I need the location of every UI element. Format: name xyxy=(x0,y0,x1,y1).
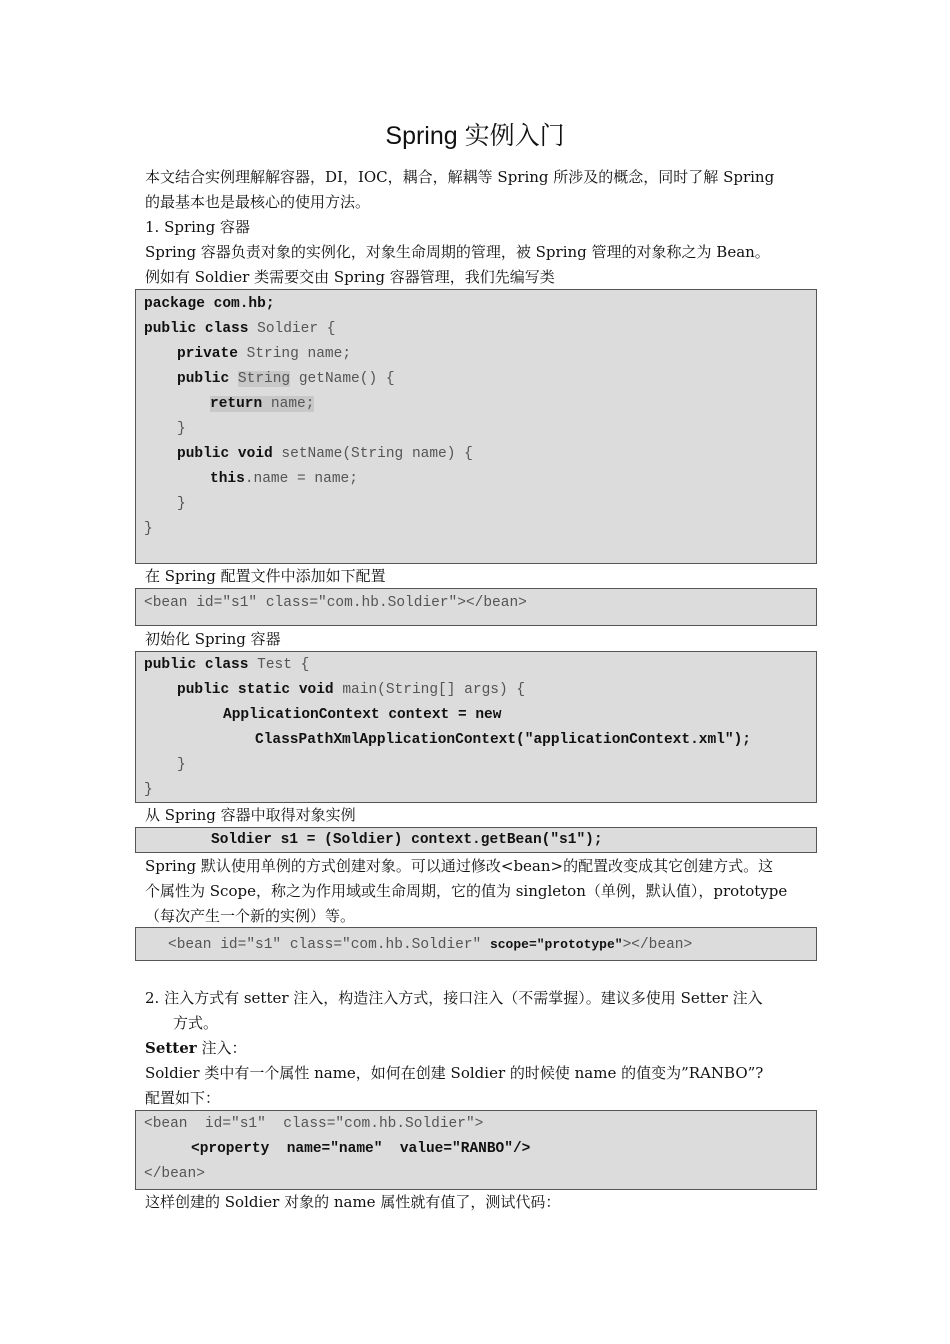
setter-rest: 注入： xyxy=(196,1039,247,1057)
keyword: return xyxy=(210,396,263,412)
code-line: </bean> xyxy=(144,1166,205,1182)
scope-paragraph xyxy=(145,854,813,929)
code-line xyxy=(144,292,816,317)
code-line: ClassPathXmlApplicationContext("applicationContext.xml"); xyxy=(255,732,751,748)
section-1-line-1: Spring 容器负责对象的实例化，对象生命周期的管理，被 Spring 管理的对象称之为 Bean。 xyxy=(145,243,770,261)
test-class-code-block xyxy=(135,651,817,803)
keyword: this xyxy=(210,471,245,487)
caption-init xyxy=(145,627,813,652)
code-line: <bean id="s1" class="com.hb.Soldier"></bean> xyxy=(144,595,527,611)
caption-config xyxy=(145,564,813,589)
code-text: ></bean> xyxy=(622,937,693,953)
code-line xyxy=(168,932,816,957)
keyword: public class xyxy=(144,657,249,673)
getbean-code-block xyxy=(135,827,817,853)
property-config-code-block xyxy=(135,1110,817,1190)
code-line: } xyxy=(144,521,153,537)
code-text: name; xyxy=(262,396,315,412)
config-label: 配置如下： xyxy=(145,1089,221,1107)
caption-get-text: 从 Spring 容器中取得对象实例 xyxy=(145,806,356,824)
code-text: main(String[] args) { xyxy=(333,682,526,698)
code-line xyxy=(144,442,816,467)
code-line xyxy=(144,653,816,678)
code-line: } xyxy=(144,782,153,798)
highlighted-type: String xyxy=(237,371,291,387)
section-2-line-2: 方式。 xyxy=(173,1014,219,1032)
code-line: ApplicationContext context = new xyxy=(223,707,502,723)
intro-line-1: 本文结合实例理解解容器，DI，IOC，耦合，解耦等 Spring 所涉及的概念，同时了解 Spring xyxy=(145,168,775,186)
code-text: .name = name; xyxy=(244,471,358,487)
scope-line-2: 个属性为 Scope，称之为作用域或生命周期，它的值为 singleton（单例，默认值），prototype xyxy=(145,882,788,900)
keyword: public static void xyxy=(177,682,334,698)
section-2 xyxy=(145,986,813,1111)
bean-config-code-block xyxy=(135,588,817,626)
code-line: } xyxy=(177,757,186,773)
code-line: } xyxy=(177,421,186,437)
code-text: Soldier { xyxy=(248,321,336,337)
scope-attribute: scope="prototype" xyxy=(489,937,623,952)
question-line: Soldier 类中有一个属性 name，如何在创建 Soldier 的时候使 name 的值变为”RANBO”? xyxy=(145,1064,764,1082)
code-line xyxy=(144,467,816,492)
code-line: <bean id="s1" class="com.hb.Soldier"> xyxy=(144,1116,484,1132)
code-line: <property name="name" value="RANBO"/> xyxy=(191,1141,531,1157)
code-line: Soldier s1 = (Soldier) context.getBean("s1"); xyxy=(211,832,603,848)
caption-get xyxy=(145,803,813,828)
footer-paragraph xyxy=(145,1190,813,1215)
highlighted-return xyxy=(210,396,314,412)
code-line xyxy=(144,317,816,342)
code-line xyxy=(144,342,816,367)
section-1-line-2: 例如有 Soldier 类需要交由 Spring 容器管理，我们先编写类 xyxy=(145,268,555,286)
soldier-class-code-block xyxy=(135,289,817,564)
scope-line-3: （每次产生一个新的实例）等。 xyxy=(145,907,356,925)
code-line xyxy=(144,678,816,703)
section-1-heading: 1. Spring 容器 xyxy=(145,218,250,236)
code-line: } xyxy=(177,496,186,512)
section-1 xyxy=(145,215,813,290)
code-text: com.hb; xyxy=(204,296,275,312)
keyword: public void xyxy=(177,446,273,462)
code-text: setName(String name) { xyxy=(272,446,473,462)
section-2-line-1: 2. 注入方式有 setter 注入，构造注入方式，接口注入（不需掌握）。建议多使用 Setter 注入 xyxy=(145,989,763,1007)
code-text: getName() { xyxy=(290,371,395,387)
footer-line: 这样创建的 Soldier 对象的 name 属性就有值了，测试代码： xyxy=(145,1193,561,1211)
intro-line-2: 的最基本也是最核心的使用方法。 xyxy=(145,193,371,211)
caption-init-text: 初始化 Spring 容器 xyxy=(145,630,281,648)
setter-heading xyxy=(145,1036,813,1061)
code-text: String name; xyxy=(237,346,352,362)
intro-paragraph xyxy=(145,165,813,215)
code-text: <bean id="s1" class="com.hb.Soldier" xyxy=(168,937,490,953)
keyword: public xyxy=(177,371,230,387)
code-line xyxy=(144,367,816,392)
code-text: Test { xyxy=(248,657,310,673)
caption-config-text: 在 Spring 配置文件中添加如下配置 xyxy=(145,567,386,585)
document-title: Spring 实例入门 xyxy=(385,122,565,150)
keyword: package xyxy=(144,296,205,312)
keyword: private xyxy=(177,346,238,362)
code-line xyxy=(144,392,816,417)
keyword: public class xyxy=(144,321,249,337)
scope-config-code-block xyxy=(135,927,817,961)
scope-line-1: Spring 默认使用单例的方式创建对象。可以通过修改<bean>的配置改变成其它创建方式。这 xyxy=(145,857,774,875)
setter-bold: Setter xyxy=(145,1039,197,1057)
